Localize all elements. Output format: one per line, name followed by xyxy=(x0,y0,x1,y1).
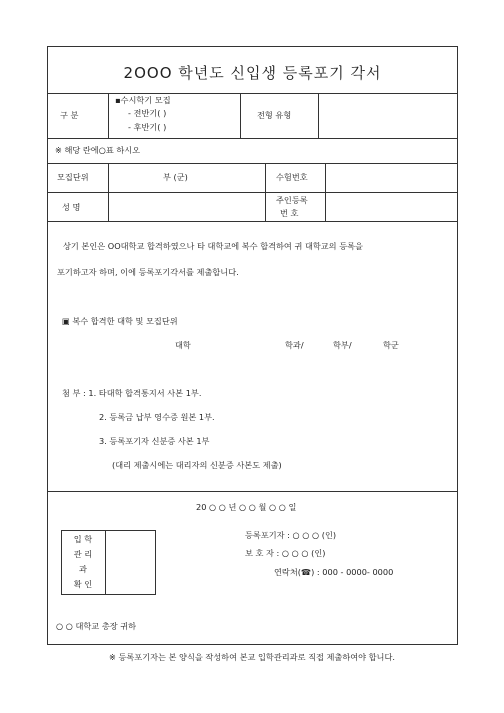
document-title: 2OOO 학년도 신입생 등록포기 각서 xyxy=(123,64,382,82)
dept-label: 학과/ xyxy=(285,340,304,350)
office-box-line-3: 과 xyxy=(79,564,87,574)
option-main: ▪수시학기 모집 xyxy=(115,95,171,105)
name-label: 성 명 xyxy=(62,202,81,212)
date-line: 20 ○ ○ 년 ○ ○ 월 ○ ○ 일 xyxy=(196,502,297,512)
col-divider-5 xyxy=(265,163,266,221)
attachment-3: 3. 등록포기자 신분증 사본 1부 xyxy=(99,436,210,446)
category-label: 구 분 xyxy=(60,110,79,120)
statement-line-1: 상기 본인은 OO대학교 합격하였으나 타 대학교에 복수 합격하여 귀 대학교의 등록을 xyxy=(63,241,363,251)
attachment-note: (대리 제출시에는 대리자의 신분증 사본도 제출) xyxy=(112,460,282,470)
statement-line-2: 포기하고자 하며, 이에 등록포기각서를 제출합니다. xyxy=(57,267,239,277)
option-first-half: - 전반기( ) xyxy=(128,108,167,118)
col-divider-6 xyxy=(325,163,326,221)
attachment-1: 첨 부 : 1. 타대학 합격통지서 사본 1부. xyxy=(62,388,202,398)
id-number-label-1: 주인등록 xyxy=(276,195,308,205)
col-divider-4 xyxy=(108,163,109,221)
office-box-line-4: 확 인 xyxy=(73,579,93,589)
double-pass-heading: ▣ 복수 합격한 대학 및 모집단위 xyxy=(62,316,178,326)
divider-body xyxy=(47,491,458,492)
divider-name xyxy=(47,221,458,222)
guardian-signature: 보 호 자 : ○ ○ ○ (인) xyxy=(245,548,326,558)
type-label: 전형 유형 xyxy=(257,110,292,120)
attachment-2: 2. 등록금 납부 영수증 원본 1부. xyxy=(99,412,215,422)
group-label: 학군 xyxy=(383,340,399,350)
univ-label: 대학 xyxy=(175,340,191,350)
col-divider-2 xyxy=(240,93,241,138)
instruction-note: ※ 해당 란에○표 하시오 xyxy=(55,145,141,155)
unit-label: 모집단위 xyxy=(57,172,89,182)
option-second-half: - 후반기( ) xyxy=(128,122,167,132)
office-box-line-2: 관 리 xyxy=(73,549,93,559)
col-divider-1 xyxy=(108,93,109,138)
submission-footnote: ※ 등록포기자는 본 양식을 작성하여 본교 입학관리과로 직접 제출하여야 합니다. xyxy=(109,652,395,662)
faculty-label: 학부/ xyxy=(333,340,352,350)
recipient-line: ○ ○ 대학교 총장 귀하 xyxy=(56,621,137,631)
office-confirm-divider xyxy=(105,530,106,595)
col-divider-3 xyxy=(318,93,319,138)
id-number-label-2: 번 호 xyxy=(280,208,299,218)
office-box-line-1: 입 학 xyxy=(73,534,93,544)
withdrawer-signature: 등록포기자 : ○ ○ ○ (인) xyxy=(245,530,337,540)
divider-category xyxy=(47,138,458,139)
contact-phone: 연락처(☎) : 000 - 0000- 0000 xyxy=(274,567,394,577)
unit-value: 부 (군) xyxy=(163,172,188,182)
exam-number-label: 수험번호 xyxy=(276,172,308,182)
